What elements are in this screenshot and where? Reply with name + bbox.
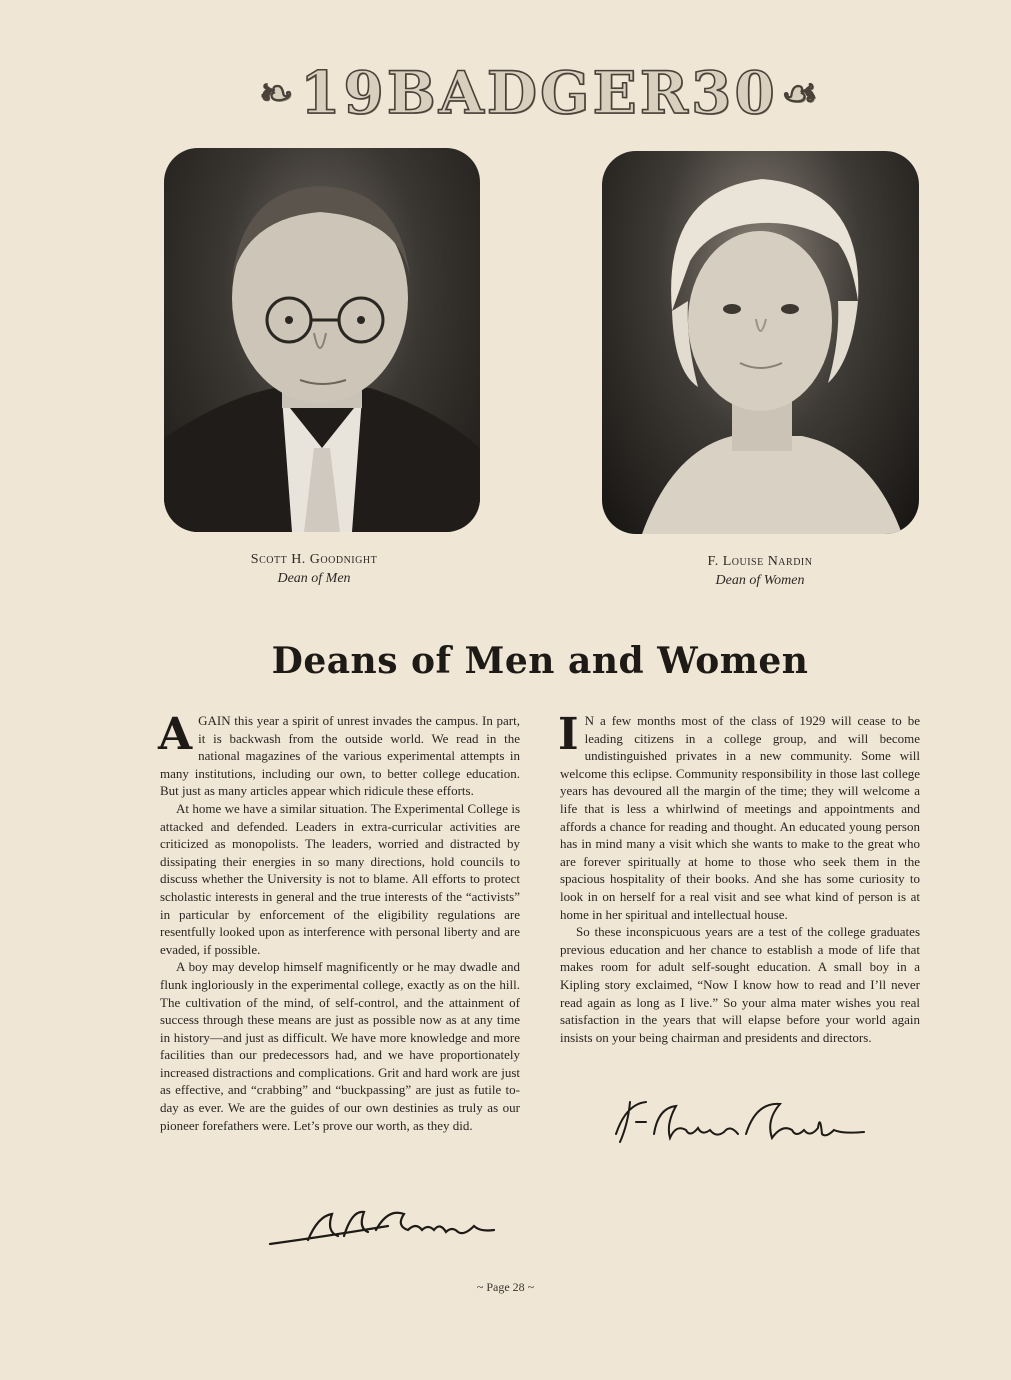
woman-portrait-icon [602, 151, 919, 534]
ornament-icon: ❧ [259, 69, 296, 117]
dropcap: A [158, 709, 193, 760]
caption-goodnight [164, 550, 464, 588]
article-paragraph: At home we have a similar situation. The Experimental College is attacked and defended. Leaders in extra-curricular activities are criticized as monopolists. The leaders, worried and distracted by dissipating their energies in so many directions, hold councils to discuss whether the University is not to blame. All efforts to protect scholastic interests in general and the true interests of the “activists” in particular by enforcement of the eligibility regulations are resentfully looked upon as interference with personal liberty and are evaded, if possible. [160, 800, 520, 957]
caption-nardin [610, 552, 910, 590]
portrait-name: F. Louise Nardin [707, 554, 813, 569]
article-paragraph: I N a few months most of the class of 1929 will cease to be leading citizens in a college group, and will become undistinguished privates in a new community. Some will welcome this eclipse. Community responsibility in those last college years has devoured all the margin of the time; they will welcome a life that is less a whirlwind of meetings and appointments and affords a chance for reading and thought. An educated young person has in mind many a visit which she wants to make to the great who are forever spiritually at home to those who seek them in the spacious hospitality of their books. And she has some curiosity to look in on herself for a real visit and see what kind of person is at home in her spiritual and intellectual house. [558, 709, 920, 922]
portrait-title: Dean of Women [715, 573, 805, 588]
portrait-title: Dean of Men [277, 571, 351, 586]
man-portrait-icon [164, 148, 480, 532]
signature-nardin [606, 1094, 870, 1154]
article-paragraph: AGAIN this year a spirit of unrest invades the campus. In part, it is backwash from the outside world. We read in the national magazines of the various experimental attempts in many institutions, including our own, to better college education. But just as many articles appear which ridicule these efforts. [158, 709, 520, 799]
article-paragraph: A boy may develop himself magnificently or he may dwadle and flunk ingloriously in the experimental college, exactly as on the hill. The cultivation of the mind, of self-control, and the attainment of success through these means are just as possible now as at any time in history—and just as difficult. We have more knowledge and more facilities than our predecessors had, and we have proportionately increased distractions and complications. Grit and hard work are just as effective, and “crabbing” and “buckpassing” are just as futile to-day as ever. We are the guides of our own destinies as truly as our pioneer forefathers were. Let’s prove our worth, as they did. [160, 959, 520, 1133]
article-paragraph: So these inconspicuous years are a test of the college graduates previous education and her chance to establish a mode of life that makes room for adult self-sought education. A small boy in a Kipling story exclaimed, “Now I know how to read and I’ll never read again as long as I live.” So your alma mater wishes you real satisfaction in the years that will elapse before your world again insists on your being chairman and presidents and directors. [560, 924, 920, 1045]
portrait-nardin [602, 151, 919, 534]
goodnight-article [158, 709, 520, 1134]
masthead-title: 19BADGER30 [299, 59, 778, 127]
ornament-icon: ☙ [781, 69, 821, 117]
masthead [160, 59, 920, 127]
portrait-name: Scott H. Goodnight [250, 552, 378, 567]
page-number: ~ Page 28 ~ [476, 1280, 535, 1294]
portrait-goodnight [164, 148, 480, 532]
section-heading: Deans of Men and Women [271, 640, 809, 682]
nardin-article [558, 709, 920, 1046]
dropcap: I [558, 709, 579, 760]
signature-goodnight [268, 1196, 508, 1256]
